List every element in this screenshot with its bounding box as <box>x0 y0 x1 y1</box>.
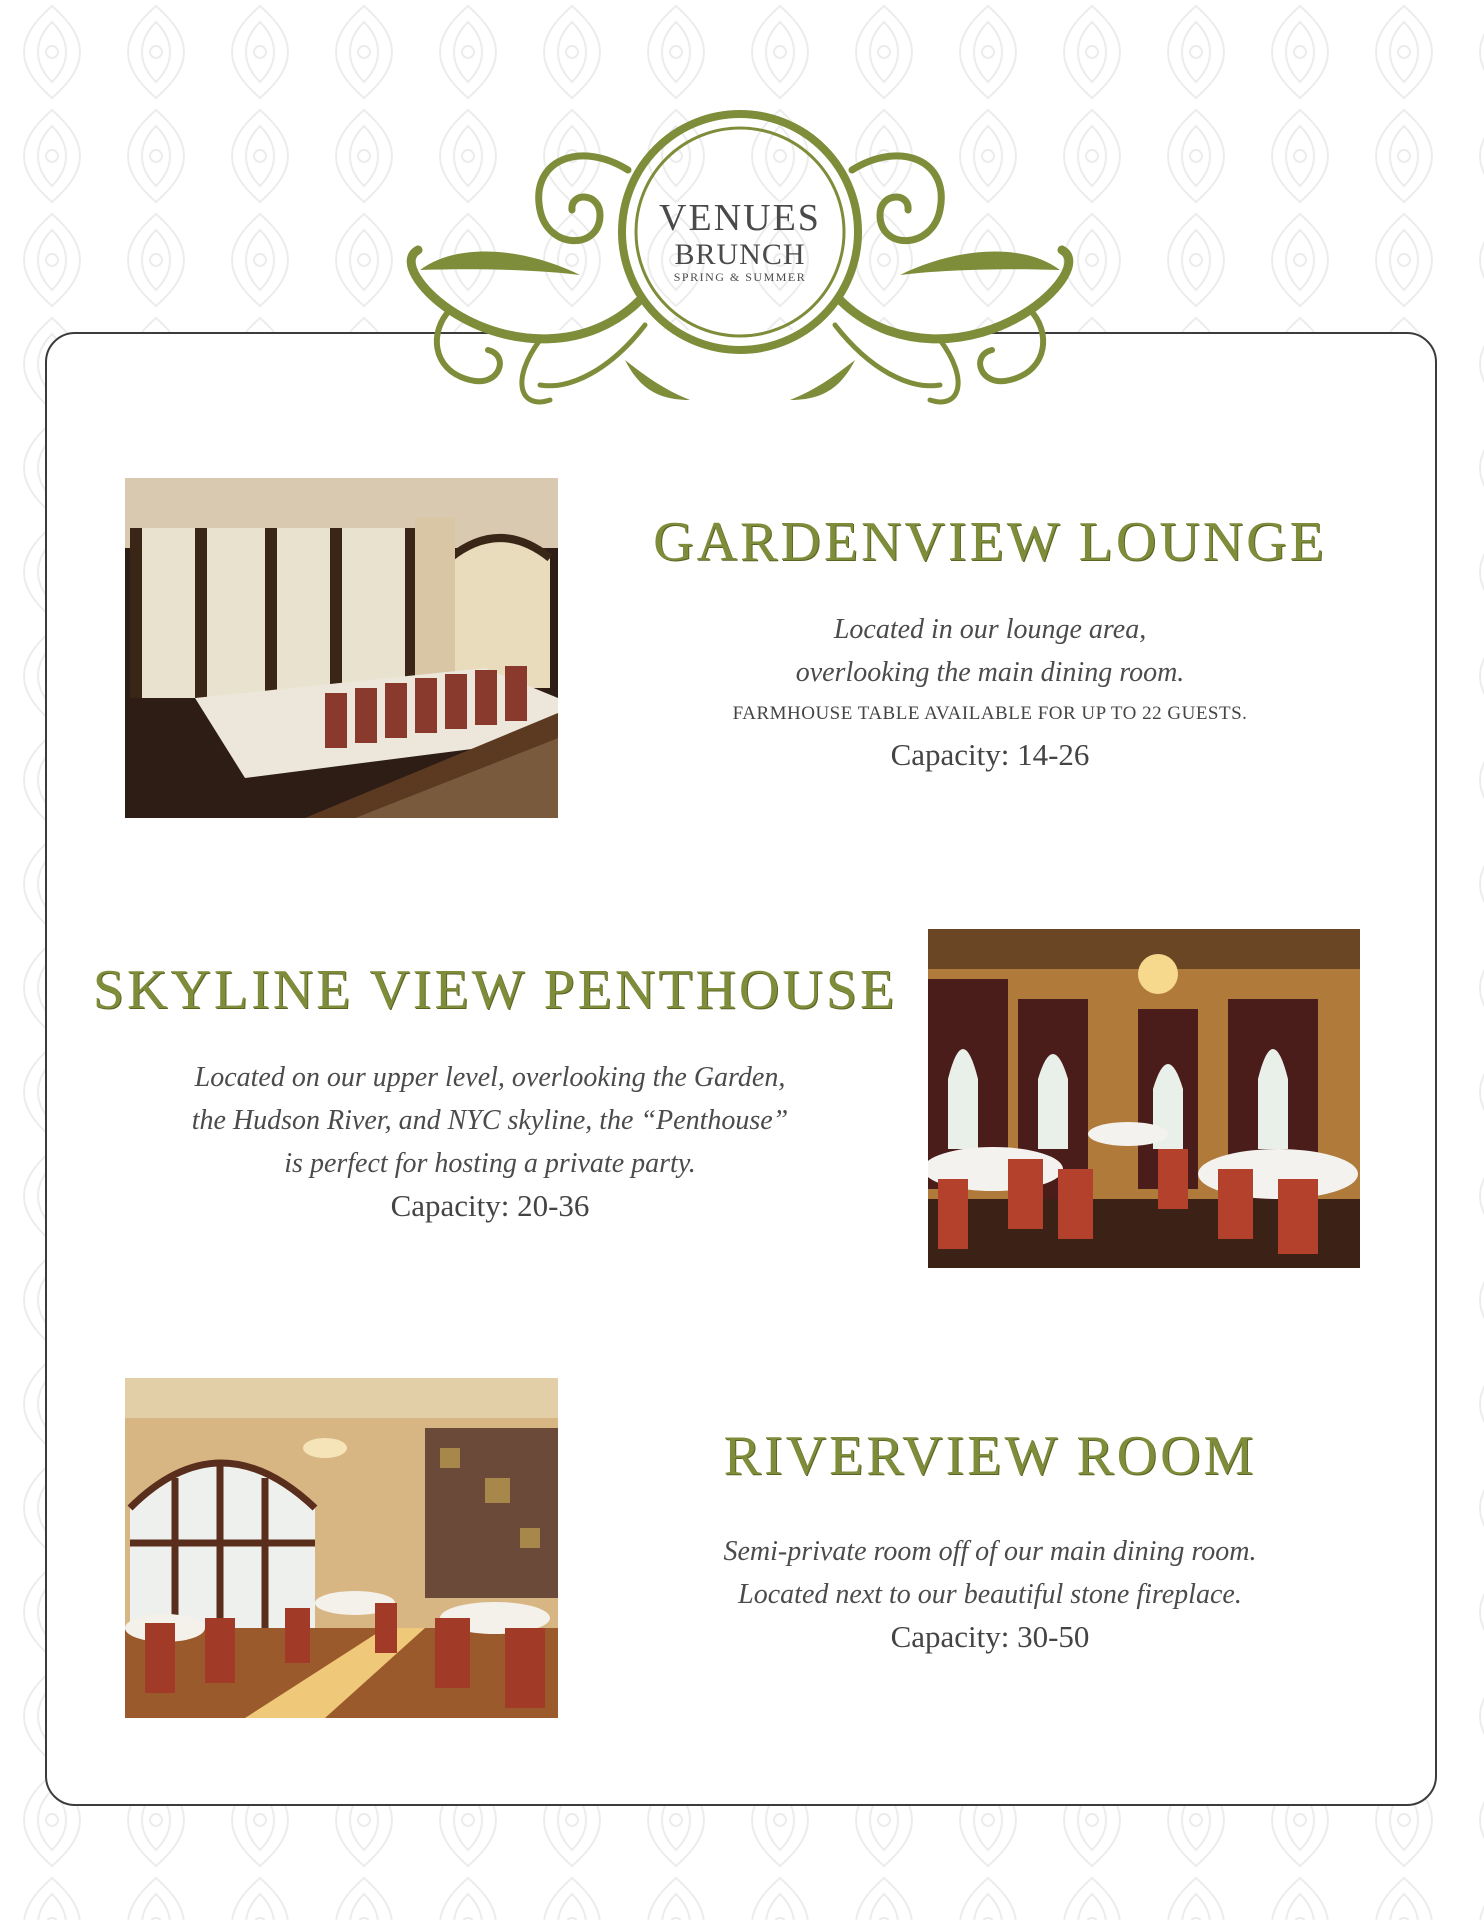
description-line: overlooking the main dining room. <box>795 657 1185 688</box>
skyline-view-penthouse-description <box>130 1056 850 1227</box>
riverview-room-title: RIVERVIEW ROOM <box>723 1425 1257 1487</box>
capacity-text: Capacity: 14-26 <box>890 737 1090 772</box>
table-note: FARMHOUSE TABLE AVAILABLE FOR UP TO 22 GUESTS. <box>732 703 1248 724</box>
description-line: is perfect for hosting a private party. <box>284 1148 696 1179</box>
skyline-view-penthouse-title: SKYLINE VIEW PENTHOUSE <box>92 959 898 1021</box>
venues-brunch-emblem <box>390 100 1090 420</box>
gardenview-lounge-title: GARDENVIEW LOUNGE <box>653 511 1327 573</box>
description-line: Located on our upper level, overlooking the Garden, <box>194 1062 786 1093</box>
description-line: Located next to our beautiful stone fireplace. <box>738 1579 1242 1610</box>
emblem-subtitle: BRUNCH <box>674 238 806 271</box>
skyline-view-penthouse-photo <box>928 929 1360 1268</box>
description-line: the Hudson River, and NYC skyline, the “Penthouse” <box>191 1105 789 1136</box>
description-line: Located in our lounge area, <box>833 614 1147 645</box>
description-line: Semi-private room off of our main dining room. <box>723 1536 1257 1567</box>
gardenview-lounge-photo <box>125 478 558 818</box>
gardenview-lounge-description <box>640 608 1340 776</box>
riverview-room-photo <box>125 1378 558 1718</box>
riverview-room-description <box>640 1530 1340 1658</box>
emblem-season: SPRING & SUMMER <box>673 270 807 284</box>
emblem-title: VENUES <box>659 197 821 239</box>
capacity-text: Capacity: 30-50 <box>890 1619 1090 1654</box>
capacity-text: Capacity: 20-36 <box>390 1188 590 1223</box>
